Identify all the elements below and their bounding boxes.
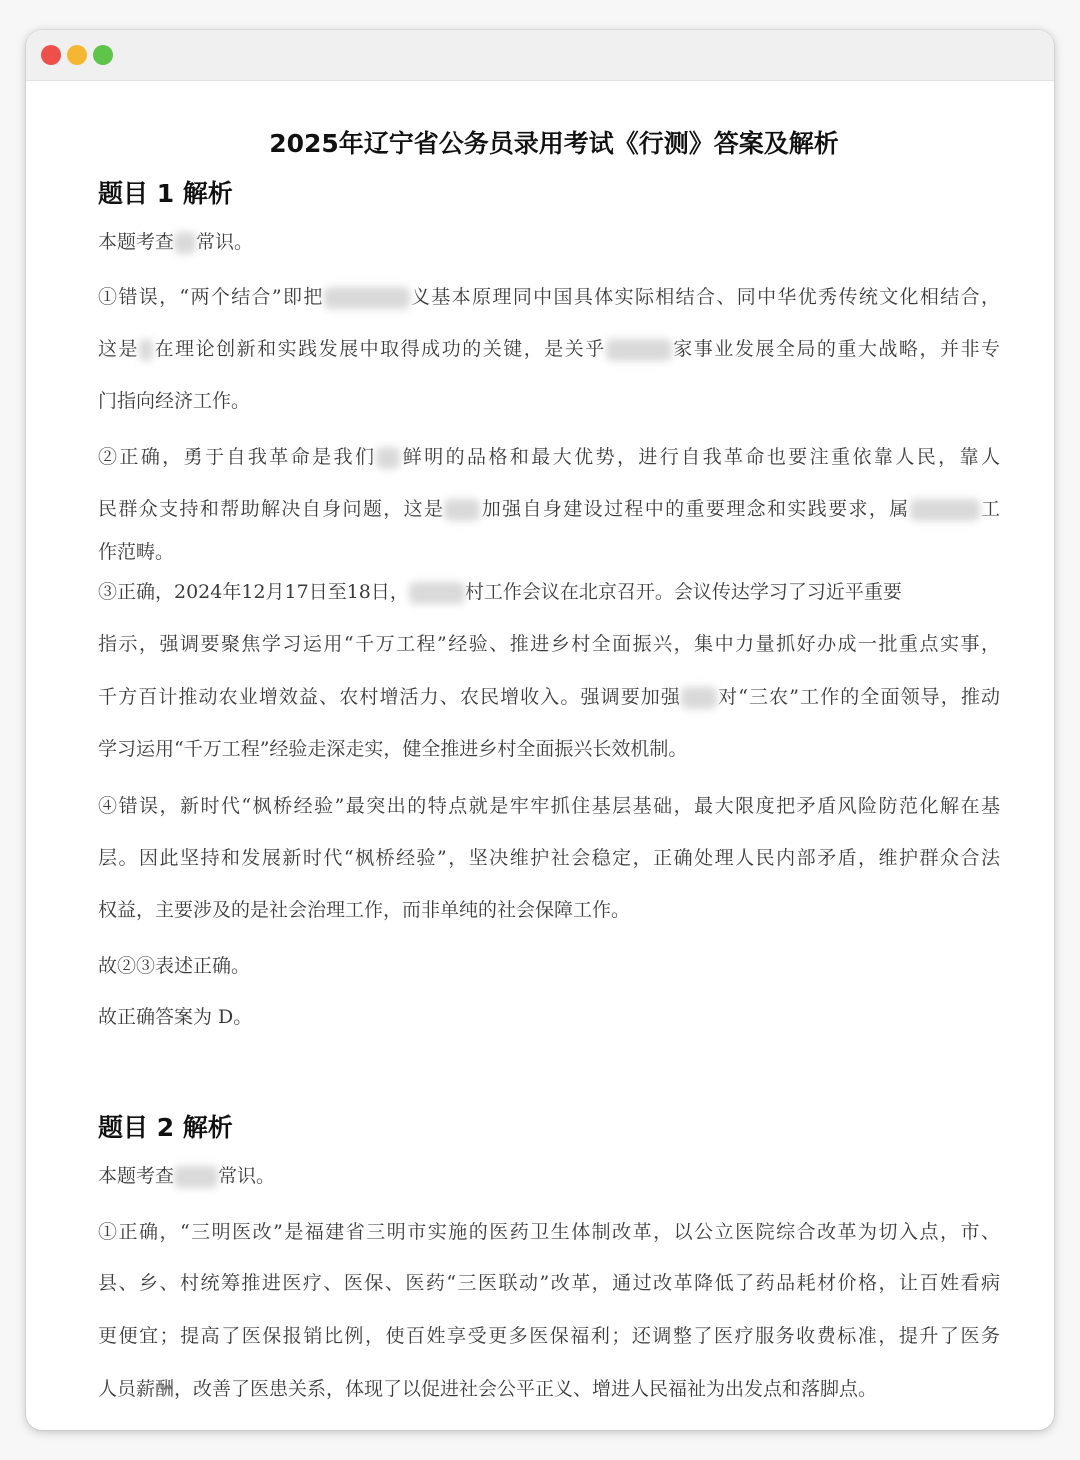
q1-intro — [98, 230, 253, 254]
q1-paragraph-4-line: 层。因此坚持和发展新时代“枫桥经验”，坚决维护社会稳定，正确处理人民内部矛盾，维护群众合法 — [98, 847, 1000, 869]
redaction — [409, 582, 465, 604]
q2-intro — [98, 1164, 275, 1188]
q1-paragraph-1-line: 门指向经济工作。 — [98, 390, 251, 412]
q1-text: 这是 — [98, 338, 140, 360]
minimize-window-icon[interactable] — [67, 45, 87, 65]
redaction — [910, 499, 980, 521]
q1-text: 千方百计推动农业增效益、农村增活力、农民增收入。强调要加强 — [98, 686, 681, 708]
redaction — [174, 1166, 218, 1188]
q1-answer: 故正确答案为 D。 — [98, 1006, 253, 1028]
redaction — [139, 339, 153, 361]
q1-heading: 题目 1 解析 — [98, 179, 233, 208]
q1-text: 对“三农”工作的全面领导，推动 — [717, 686, 1000, 708]
q1-text: 义基本原理同中国具体实际相结合、同中华优秀传统文化相结合， — [409, 286, 1000, 308]
q1-paragraph-2-line — [98, 445, 1000, 469]
q1-text: ②正确，勇于自我革命是我们 — [98, 446, 377, 468]
q1-conclusion: 故②③表述正确。 — [98, 955, 251, 977]
q2-heading: 题目 2 解析 — [98, 1113, 233, 1142]
q1-paragraph-3-line — [98, 685, 1000, 709]
redaction — [376, 447, 400, 469]
q2-intro-text: 本题考查 — [98, 1165, 175, 1187]
q1-intro-text: 本题考查 — [98, 231, 175, 253]
q1-text: ③正确，2024年12月17日至18日， — [98, 581, 409, 603]
q2-paragraph-1-line: ①正确，“三明医改”是福建省三明市实施的医药卫生体制改革，以公立医院综合改革为切入点，市、 — [98, 1221, 1000, 1243]
q1-text: 家事业发展全局的重大战略，并非专 — [671, 338, 1000, 360]
q1-text: 村工作会议在北京召开。会议传达学习了习近平重要 — [464, 581, 902, 603]
q2-paragraph-1-line: 更便宜；提高了医保报销比例，使百姓享受更多医保福利；还调整了医疗服务收费标准，提升了医务 — [98, 1325, 1000, 1347]
document-window — [26, 30, 1054, 1430]
maximize-window-icon[interactable] — [93, 45, 113, 65]
q2-intro-text: 常识。 — [218, 1165, 276, 1187]
q1-text: 在理论创新和实践发展中取得成功的关键，是关乎 — [153, 338, 606, 360]
q1-intro-text: 常识。 — [196, 231, 254, 253]
q1-paragraph-2-line: 作范畴。 — [98, 541, 175, 563]
q1-paragraph-2-line — [98, 497, 1000, 521]
q1-text: ①错误，“两个结合”即把 — [98, 286, 324, 308]
q1-paragraph-4-line: ④错误，新时代“枫桥经验”最突出的特点就是牢牢抓住基层基础，最大限度把矛盾风险防范化解在基 — [98, 795, 1000, 817]
q1-paragraph-3-line: 学习运用“千万工程”经验走深走实，健全推进乡村全面振兴长效机制。 — [98, 738, 688, 760]
document-title: 2025年辽宁省公务员录用考试《行测》答案及解析 — [269, 129, 839, 158]
redaction — [681, 687, 717, 709]
q2-paragraph-1-line: 人员薪酬，改善了医患关系，体现了以促进社会公平正义、增进人民福祉为出发点和落脚点。 — [98, 1378, 878, 1400]
q1-text: 鲜明的品格和最大优势，进行自我革命也要注重依靠人民，靠人 — [400, 446, 1000, 468]
close-window-icon[interactable] — [41, 45, 61, 65]
q1-text: 加强自身建设过程中的重要理念和实践要求，属 — [480, 498, 910, 520]
q1-paragraph-3-line — [98, 580, 902, 604]
q1-paragraph-1-line — [98, 337, 1000, 361]
q1-text: 工 — [979, 498, 1000, 520]
redaction — [444, 499, 480, 521]
redaction — [606, 339, 672, 361]
q1-paragraph-1-line — [98, 285, 1000, 309]
q2-paragraph-1-line: 县、乡、村统筹推进医疗、医保、医药“三医联动”改革，通过改革降低了药品耗材价格，让百姓看病 — [98, 1272, 1000, 1294]
window-titlebar — [26, 30, 1054, 81]
q1-text: 民群众支持和帮助解决自身问题，这是 — [98, 498, 445, 520]
redaction — [324, 287, 410, 309]
q1-paragraph-4-line: 权益，主要涉及的是社会治理工作，而非单纯的社会保障工作。 — [98, 899, 631, 921]
q1-paragraph-3-line: 指示，强调要聚焦学习运用“千万工程”经验、推进乡村全面振兴，集中力量抓好办成一批重点实事， — [98, 633, 1000, 655]
redaction — [174, 232, 196, 254]
